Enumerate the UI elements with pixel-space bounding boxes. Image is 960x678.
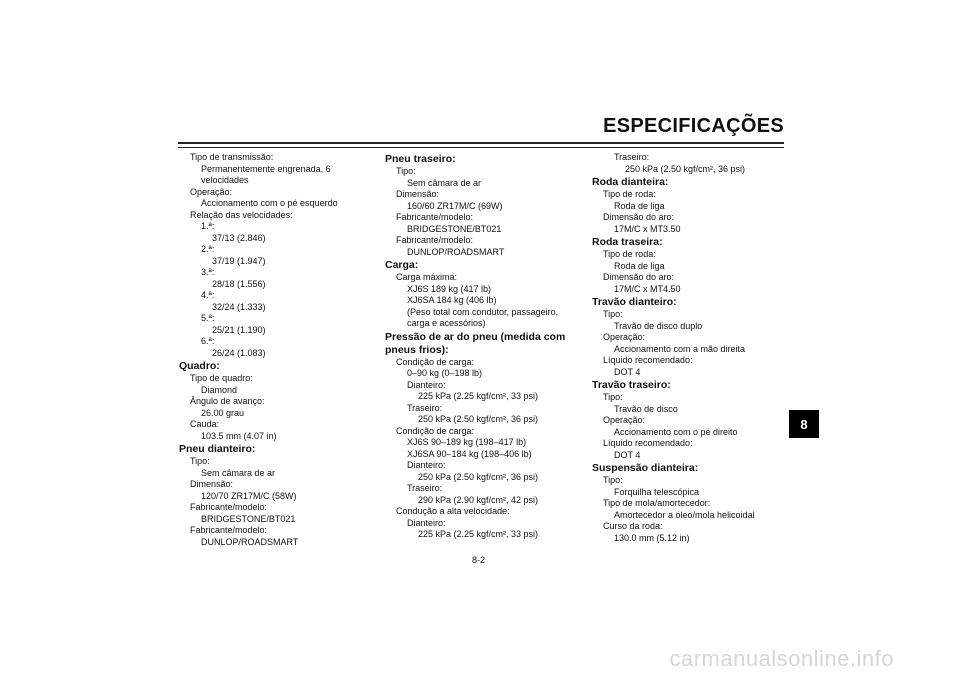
section-heading: Travão dianteiro: <box>592 296 677 308</box>
spec-value: 26.00 grau <box>201 407 245 418</box>
spec-value: Dianteiro: <box>407 379 446 390</box>
spec-label: Tipo de transmissão: <box>190 152 274 162</box>
spec-value: BRIDGESTONE/BT021 <box>407 223 502 234</box>
section-heading: Travão traseiro: <box>592 379 671 391</box>
spec-value: Sem câmara de ar <box>407 177 482 188</box>
spec-value: Traseiro: <box>407 402 443 413</box>
spec-value: 103.5 mm (4.07 in) <box>201 430 277 441</box>
spec-value: Permanentemente engrenada, 6 <box>201 163 331 174</box>
spec-label: Tipo: <box>603 475 623 485</box>
spec-value: XJ6S 189 kg (417 lb) <box>407 283 492 294</box>
spec-value: Accionamento com o pé esquerdo <box>201 198 338 208</box>
spec-label: Tipo de roda: <box>603 189 656 199</box>
spec-label: Líquido recomendado: <box>603 355 693 365</box>
spec-label: Fabricante/modelo: <box>396 235 474 245</box>
section-heading: Carga: <box>385 259 419 271</box>
spec-label: Carga máxima: <box>396 272 458 282</box>
spec-label: Fabricante/modelo: <box>190 502 268 512</box>
spec-label: Cauda: <box>190 419 220 429</box>
spec-value: Dianteiro: <box>407 517 446 528</box>
spec-value: XJ6S 90–189 kg (198–417 lb) <box>407 437 527 447</box>
spec-value: 2.ª: <box>201 244 215 254</box>
title-rule-thin <box>178 147 784 148</box>
spec-label: Fabricante/modelo: <box>190 525 268 535</box>
spec-label: Dimensão do aro: <box>603 272 675 282</box>
spec-label: Operação: <box>603 415 646 425</box>
chapter-tab: 8 <box>789 410 819 438</box>
spec-value: Accionamento com a mão direita <box>614 343 746 354</box>
spec-value: DOT 4 <box>614 449 641 460</box>
spec-value: 32/24 (1.333) <box>212 301 266 312</box>
spec-label: Operação: <box>190 186 233 197</box>
spec-value: DUNLOP/ROADSMART <box>407 246 505 257</box>
spec-label: Tipo: <box>190 456 210 466</box>
spec-value: 4.ª: <box>201 290 215 300</box>
section-heading: Pneu traseiro: <box>385 153 456 165</box>
spec-column-2 <box>385 152 575 541</box>
section-heading: Suspensão dianteira: <box>592 462 699 474</box>
spec-value: 1.ª: <box>201 221 215 231</box>
spec-value: XJ6SA 184 kg (406 lb) <box>407 295 497 305</box>
spec-value: 37/13 (2.846) <box>212 232 266 243</box>
spec-value: carga e acessórios) <box>407 318 486 328</box>
spec-label: Curso da roda: <box>603 521 663 531</box>
spec-value: (Peso total com condutor, passageiro, <box>407 306 559 317</box>
spec-value: 120/70 ZR17M/C (58W) <box>201 490 297 501</box>
spec-value: DUNLOP/ROADSMART <box>201 536 299 547</box>
section-heading: Pressão de ar do pneu (medida com pneus frios): <box>385 330 566 356</box>
spec-value: Forquilha telescópica <box>614 486 700 497</box>
spec-value: Travão de disco duplo <box>614 320 703 331</box>
spec-label: Dimensão do aro: <box>603 212 675 222</box>
spec-value: 6.ª: <box>201 336 215 346</box>
spec-label: Tipo de quadro: <box>190 373 253 383</box>
spec-value: Roda de liga <box>614 260 665 271</box>
spec-value: 290 kPa (2.90 kgf/cm², 42 psi) <box>418 494 539 505</box>
spec-column-3 <box>592 152 782 544</box>
spec-label: Tipo de mola/amortecedor: <box>603 498 711 508</box>
spec-label: Dimensão: <box>190 479 234 489</box>
section-heading: Quadro: <box>179 360 220 372</box>
spec-value: Travão de disco <box>614 403 678 414</box>
page-number: 8-2 <box>472 555 486 565</box>
spec-value: Traseiro: <box>407 483 443 493</box>
spec-value: 17M/C x MT4.50 <box>614 283 681 294</box>
spec-label: Relação das velocidades: <box>190 209 293 220</box>
spec-value: Dianteiro: <box>407 460 446 470</box>
spec-value: Accionamento com o pé direito <box>614 426 738 437</box>
spec-value: 225 kPa (2.25 kgf/cm², 33 psi) <box>418 529 539 539</box>
spec-value: 130.0 mm (5.12 in) <box>614 532 690 543</box>
section-heading: Pneu dianteiro: <box>179 443 256 455</box>
section-heading: Roda traseira: <box>592 236 663 248</box>
spec-label: Tipo: <box>396 166 416 176</box>
spec-label: Tipo: <box>603 392 623 402</box>
spec-value: 250 kPa (2.50 kgf/cm², 36 psi) <box>625 163 746 174</box>
spec-value: Roda de liga <box>614 200 665 211</box>
spec-label: Tipo: <box>603 309 623 319</box>
spec-value: velocidades <box>201 175 249 185</box>
spec-value: BRIDGESTONE/BT021 <box>201 513 296 524</box>
spec-value: 250 kPa (2.50 kgf/cm², 36 psi) <box>418 471 539 482</box>
spec-value: Sem câmara de ar <box>201 467 276 478</box>
spec-value: Diamond <box>201 384 238 395</box>
spec-value: 37/19 (1.947) <box>212 255 266 266</box>
spec-column-1 <box>179 152 369 548</box>
section-heading: Roda dianteira: <box>592 176 669 188</box>
spec-value: 160/60 ZR17M/C (69W) <box>407 200 503 211</box>
spec-value: 26/24 (1.083) <box>212 347 266 358</box>
spec-label: Dimensão: <box>396 189 440 199</box>
title-rule-thick <box>178 142 784 144</box>
spec-label: Ângulo de avanço: <box>190 396 265 406</box>
spec-value: 225 kPa (2.25 kgf/cm², 33 psi) <box>418 391 539 401</box>
spec-label: Condição de carga: <box>396 356 475 367</box>
spec-value: 3.ª: <box>201 267 215 277</box>
spec-label: Condução a alta velocidade: <box>396 506 510 516</box>
spec-value: 250 kPa (2.50 kgf/cm², 36 psi) <box>418 414 539 424</box>
spec-label: Fabricante/modelo: <box>396 212 474 222</box>
spec-value: 17M/C x MT3.50 <box>614 223 681 234</box>
spec-label: Condição de carga: <box>396 425 475 436</box>
spec-label: Operação: <box>603 332 646 342</box>
spec-value: 25/21 (1.190) <box>212 324 266 335</box>
spec-value: Amortecedor a óleo/mola helicoidal <box>614 509 755 520</box>
spec-label: Tipo de roda: <box>603 249 656 259</box>
spec-value: Traseiro: <box>614 152 650 162</box>
spec-value: 0–90 kg (0–198 lb) <box>407 368 483 378</box>
watermark-text: carmanualsonline.info <box>669 646 894 671</box>
spec-value: DOT 4 <box>614 366 641 377</box>
spec-label: Líquido recomendado: <box>603 438 693 448</box>
spec-value: 28/18 (1.556) <box>212 278 266 289</box>
spec-value: XJ6SA 90–184 kg (198–406 lb) <box>407 448 532 459</box>
page-title: ESPECIFICAÇÕES <box>603 115 784 137</box>
spec-value: 5.ª: <box>201 313 215 323</box>
